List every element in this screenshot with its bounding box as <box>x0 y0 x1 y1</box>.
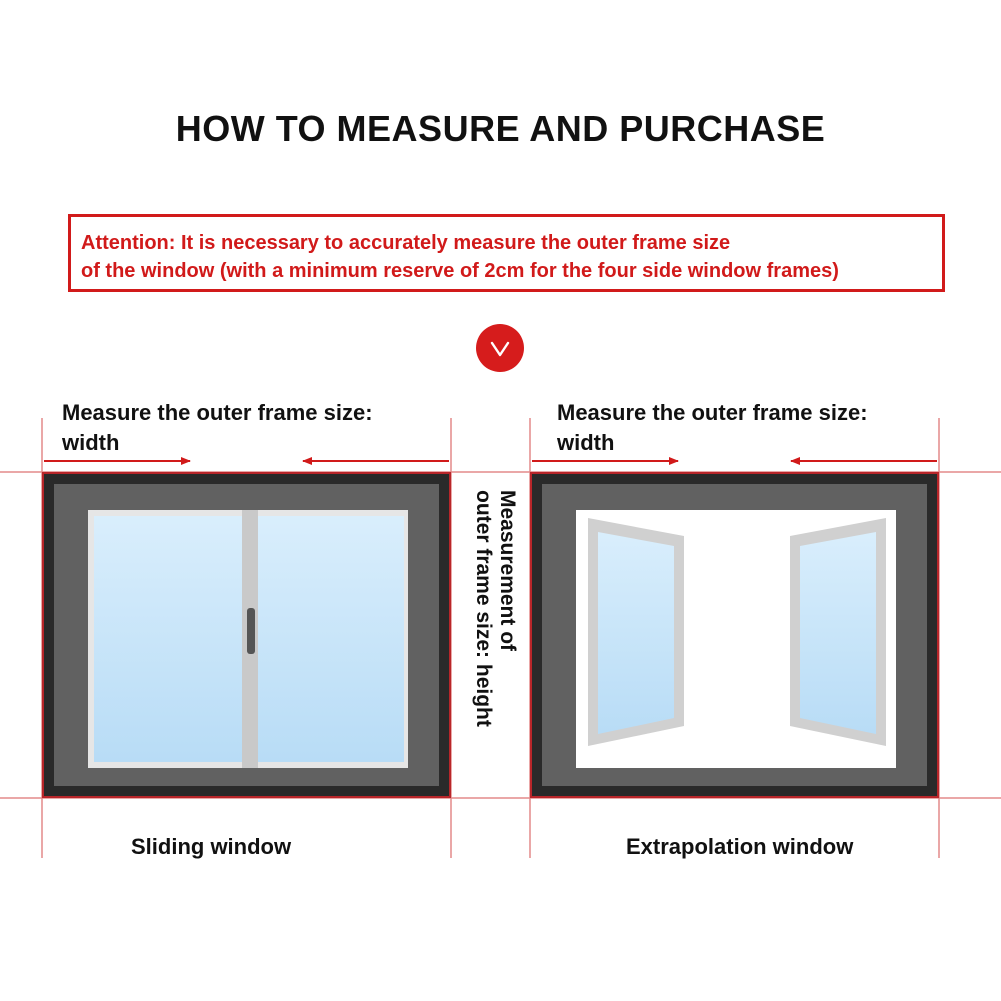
right-width-label-line-1: Measure the outer frame size: <box>557 400 868 425</box>
height-label <box>463 490 523 780</box>
sliding-window-illustration <box>44 474 453 800</box>
height-label-line-1: Measurement of <box>496 490 519 652</box>
extrapolation-window-illustration <box>532 474 941 800</box>
left-width-label-line-1: Measure the outer frame size: <box>62 400 373 425</box>
height-label-line-2: outer frame size: height <box>472 490 495 727</box>
page-title: HOW TO MEASURE AND PURCHASE <box>175 108 826 149</box>
left-width-label-line-2: width <box>62 430 120 455</box>
right-width-label-line-2: width <box>557 430 615 455</box>
extrapolation-window-caption: Extrapolation window <box>626 834 854 859</box>
extrapolation-window-frame <box>530 472 939 798</box>
sliding-window-caption: Sliding window <box>131 834 292 859</box>
sliding-window-frame <box>42 472 451 798</box>
attention-line-2: of the window (with a minimum reserve of 2cm for the four side window frames) <box>81 260 839 282</box>
attention-line-1: Attention: It is necessary to accurately measure the outer frame size <box>81 232 731 254</box>
